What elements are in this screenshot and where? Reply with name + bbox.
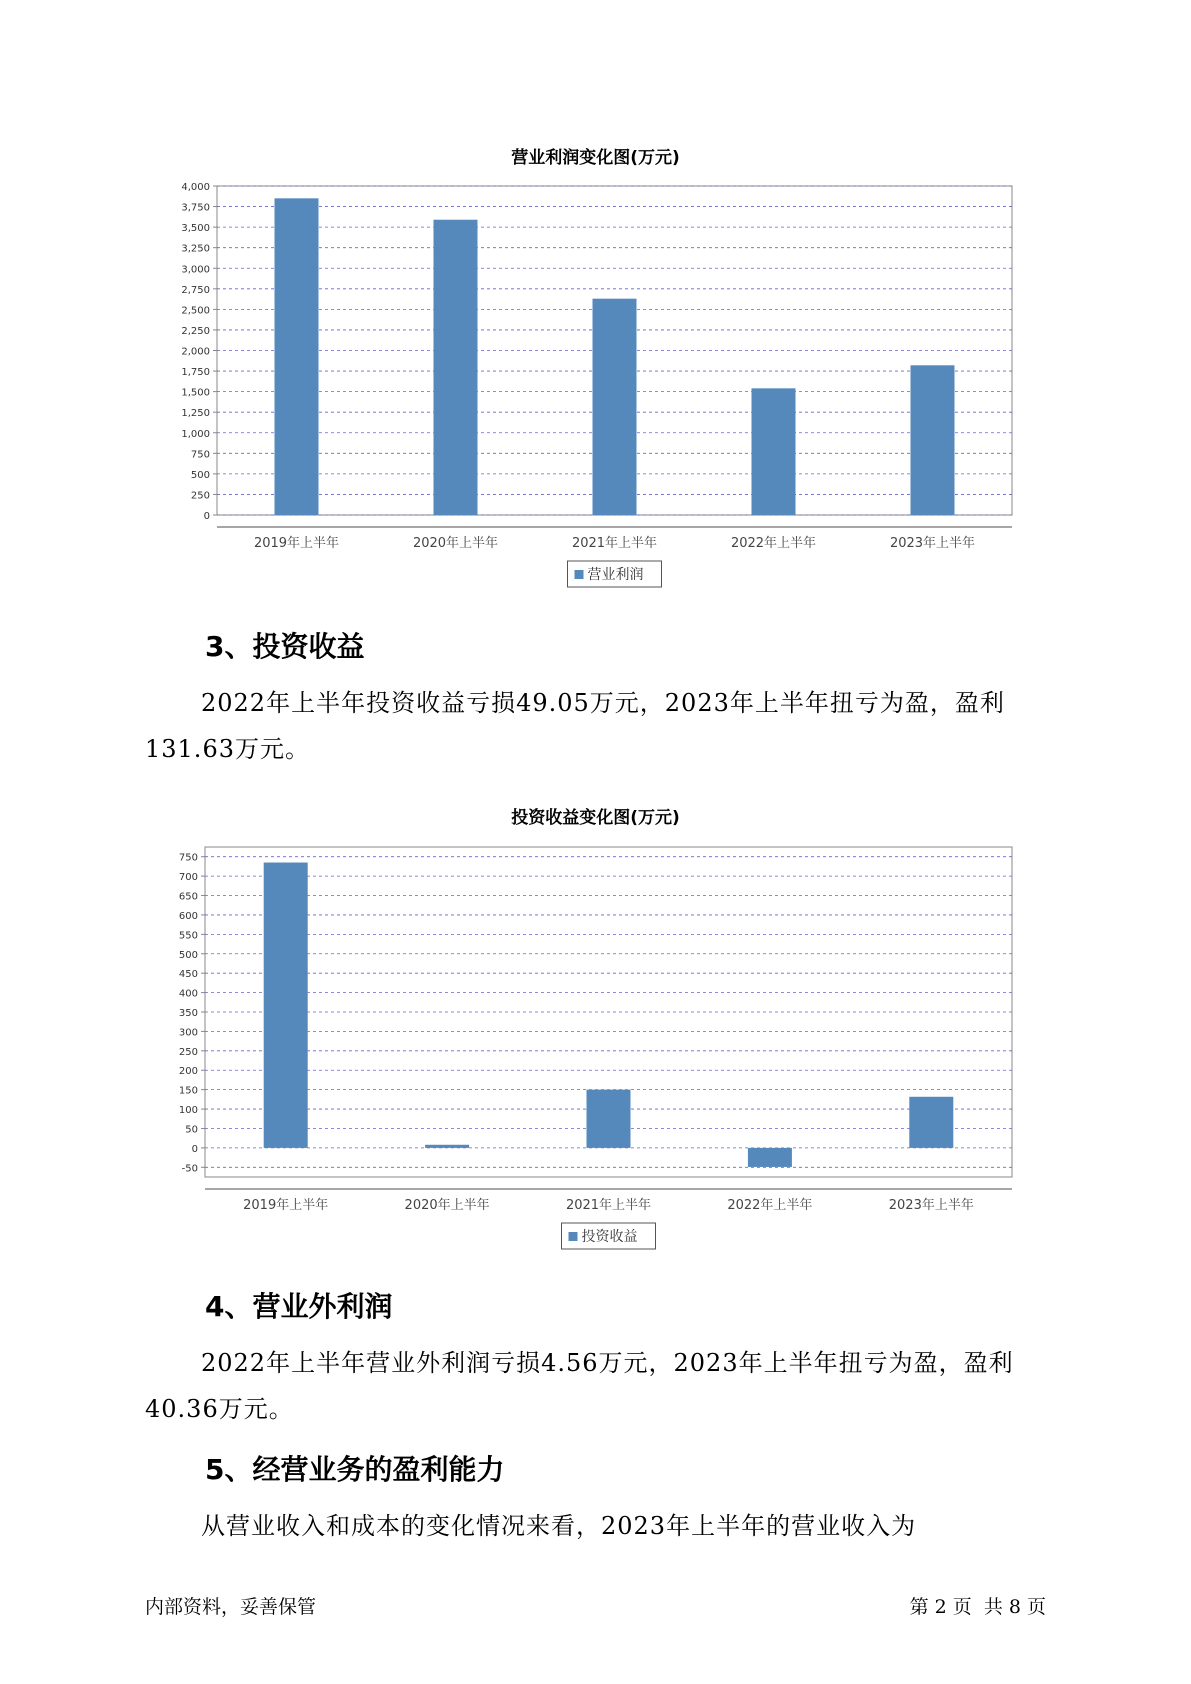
x-tick-label: 2022年上半年 <box>730 536 817 551</box>
y-tick-label: 2,750 <box>181 284 210 296</box>
legend-swatch <box>569 1232 578 1241</box>
y-tick-label: 100 <box>178 1105 198 1117</box>
investment-income-chart <box>0 830 1191 1270</box>
y-tick-label: 1,250 <box>181 408 210 420</box>
y-tick-label: 0 <box>203 511 210 522</box>
bar <box>434 220 478 515</box>
x-tick-label: 2019年上半年 <box>253 536 340 551</box>
bar <box>425 1145 469 1148</box>
x-tick-label: 2020年上半年 <box>412 536 499 551</box>
x-tick-label: 2022年上半年 <box>727 1198 813 1213</box>
section-4-paragraph: 2022年上半年营业外利润亏损4.56万元，2023年上半年扭亏为盈，盈利40.36万元。 <box>145 1349 1014 1423</box>
y-tick-label: 750 <box>190 449 210 461</box>
section-3-heading: 3、投资收益 <box>205 630 365 663</box>
y-tick-label: 550 <box>178 930 198 942</box>
section-5-paragraph: 从营业收入和成本的变化情况来看，2023年上半年的营业收入为 <box>201 1512 917 1540</box>
legend-label: 投资收益 <box>581 1229 638 1245</box>
y-tick-label: 300 <box>178 1027 198 1039</box>
x-tick-label: 2019年上半年 <box>243 1198 329 1213</box>
y-tick-label: 3,000 <box>181 264 210 276</box>
y-tick-label: 1,000 <box>181 428 210 440</box>
y-tick-label: 400 <box>178 988 198 1000</box>
x-tick-label: 2023年上半年 <box>889 536 976 551</box>
y-tick-label: 1,500 <box>181 387 210 399</box>
y-tick-label: 0 <box>191 1143 198 1155</box>
bar <box>752 388 796 515</box>
bar <box>911 365 955 515</box>
footer-left: 内部资料，妥善保管 <box>145 1596 317 1618</box>
operating-profit-chart <box>0 170 1191 610</box>
y-tick-label: 650 <box>178 891 198 903</box>
x-tick-label: 2020年上半年 <box>404 1198 490 1213</box>
bar <box>264 863 308 1148</box>
y-tick-label: 1,750 <box>181 367 210 379</box>
y-tick-label: 500 <box>190 469 210 481</box>
bar <box>587 1090 631 1148</box>
y-tick-label: 750 <box>178 852 198 864</box>
legend-label: 营业利润 <box>587 567 644 583</box>
x-tick-label: 2021年上半年 <box>565 1198 652 1213</box>
y-tick-label: 50 <box>185 1124 198 1136</box>
y-tick-label: 700 <box>178 872 198 884</box>
y-tick-label: 150 <box>178 1085 198 1097</box>
y-tick-label: 350 <box>178 1008 198 1019</box>
y-tick-label: 250 <box>178 1046 198 1058</box>
section-3-paragraph: 2022年上半年投资收益亏损49.05万元，2023年上半年扭亏为盈，盈利131.63万元。 <box>145 689 1005 763</box>
section-5-heading: 5、经营业务的盈利能力 <box>205 1453 505 1486</box>
x-tick-label: 2023年上半年 <box>888 1198 974 1213</box>
y-tick-label: 250 <box>190 490 210 502</box>
y-tick-label: 3,250 <box>181 243 210 255</box>
bar <box>275 198 319 515</box>
y-tick-label: 3,750 <box>181 202 210 214</box>
y-tick-label: 200 <box>178 1066 198 1078</box>
y-tick-label: 450 <box>178 969 198 981</box>
y-tick-label: 500 <box>178 949 198 961</box>
section-4-heading: 4、营业外利润 <box>205 1290 393 1323</box>
x-tick-label: 2021年上半年 <box>571 536 658 551</box>
y-tick-label: -50 <box>181 1163 198 1175</box>
bar <box>593 299 637 515</box>
chart-title-investment-income: 投资收益变化图(万元) <box>511 808 680 828</box>
bar <box>748 1148 792 1167</box>
y-tick-label: 4,000 <box>181 182 210 193</box>
y-tick-label: 600 <box>178 910 198 922</box>
bar <box>909 1097 953 1148</box>
y-tick-label: 3,500 <box>181 223 210 235</box>
chart-title-operating-profit: 营业利润变化图(万元) <box>511 148 680 168</box>
footer-page-number: 第 2 页 共 8 页 <box>909 1596 1046 1618</box>
y-tick-label: 2,000 <box>181 346 210 358</box>
y-tick-label: 2,500 <box>181 305 210 317</box>
y-tick-label: 2,250 <box>181 325 210 337</box>
legend-swatch <box>575 570 584 579</box>
